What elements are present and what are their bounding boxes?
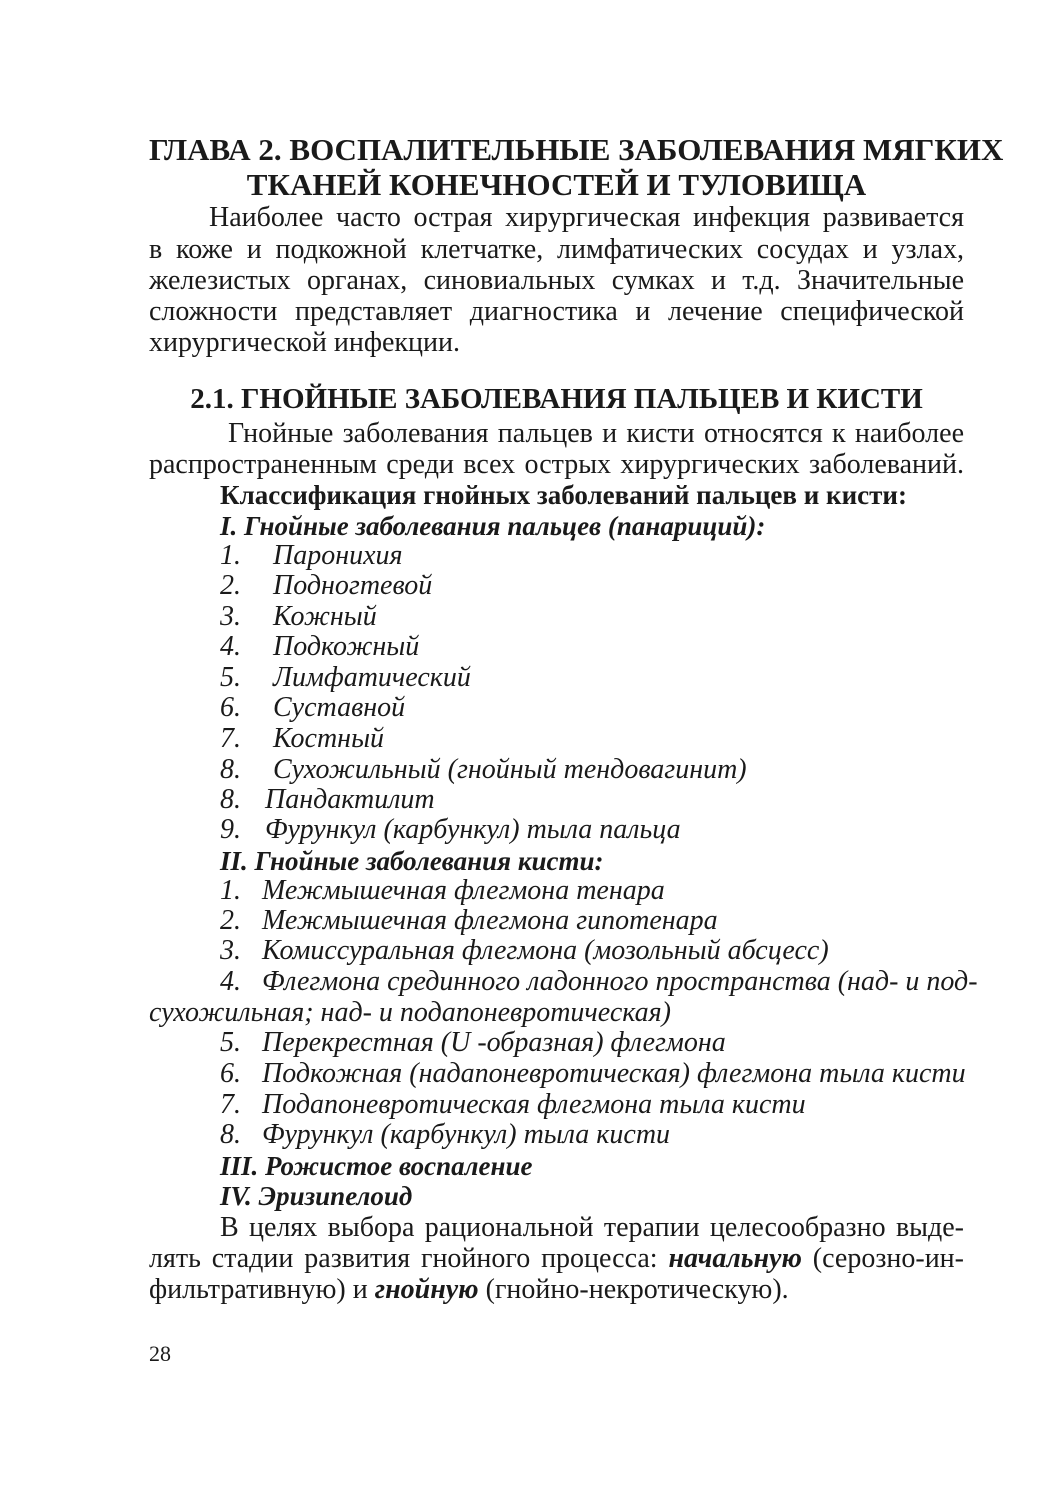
conclusion-text: фильтративную) и bbox=[149, 1274, 375, 1305]
list-item-number: 4. bbox=[220, 966, 241, 997]
list-item-continuation: сухожильная; над- и подапоневротическая) bbox=[149, 997, 672, 1028]
list-item-text: Сухожильный (гнойный тендовагинит) bbox=[273, 754, 747, 785]
list-item-text: Паронихия bbox=[273, 540, 403, 571]
chapter-title-line-1: ГЛАВА 2. ВОСПАЛИТЕЛЬНЫЕ ЗАБОЛЕВАНИЯ МЯГКИХ bbox=[149, 132, 1004, 167]
conclusion-text: лять стадии развития гнойного процесса: bbox=[149, 1243, 669, 1274]
list-item-number: 8. bbox=[220, 1119, 241, 1150]
list-item-text: Фурункул (карбункул) тыла пальца bbox=[265, 814, 681, 845]
list-item bbox=[220, 1119, 670, 1151]
list-item bbox=[220, 935, 829, 967]
list-item bbox=[220, 570, 432, 602]
chapter-intro-line: хирургической инфекции. bbox=[149, 327, 460, 358]
conclusion-line-3 bbox=[149, 1274, 789, 1306]
list-item bbox=[220, 905, 718, 937]
page-number: 28 bbox=[149, 1341, 171, 1366]
list-item-text: Кожный bbox=[273, 601, 377, 632]
group-1-heading: I. Гнойные заболевания пальцев (панариций): bbox=[220, 511, 766, 541]
list-item-text: Лимфатический bbox=[273, 662, 471, 693]
list-item-text: Межмышечная флегмона гипотенара bbox=[262, 905, 718, 936]
list-item bbox=[220, 1027, 726, 1059]
list-item-number: 5. bbox=[220, 662, 241, 693]
list-item bbox=[220, 662, 471, 694]
conclusion-text: (серозно-ин- bbox=[801, 1243, 964, 1274]
list-item bbox=[220, 814, 681, 846]
chapter-intro-line: в коже и подкожной клетчатке, лимфатических сосудах и узлах, bbox=[149, 234, 964, 265]
chapter-title-line-2: ТКАНЕЙ КОНЕЧНОСТЕЙ И ТУЛОВИЩА bbox=[246, 167, 867, 202]
list-item-text: Суставной bbox=[273, 692, 406, 723]
list-item-text: Межмышечная флегмона тенара bbox=[262, 875, 665, 906]
list-item-number: 3. bbox=[220, 601, 241, 632]
list-item bbox=[220, 754, 747, 786]
list-item-number: 2. bbox=[220, 570, 241, 601]
list-item-number: 7. bbox=[220, 723, 241, 754]
group-4-heading: IV. Эризипелоид bbox=[220, 1181, 413, 1211]
list-item-number: 8. bbox=[220, 754, 241, 785]
conclusion-text: (гнойно-некротическую). bbox=[478, 1274, 789, 1305]
list-item-text: Перекрестная (U -образная) флегмона bbox=[262, 1027, 726, 1058]
list-item-text: Фурункул (карбункул) тыла кисти bbox=[262, 1119, 671, 1150]
list-item-number: 7. bbox=[220, 1089, 241, 1120]
list-item bbox=[220, 875, 665, 907]
section-title: 2.1. ГНОЙНЫЕ ЗАБОЛЕВАНИЯ ПАЛЬЦЕВ И КИСТИ bbox=[190, 383, 923, 415]
conclusion-line-2 bbox=[149, 1243, 964, 1275]
list-item-text: Флегмона срединного ладонного пространства (над- и под- bbox=[262, 966, 978, 997]
section-intro-line: распространенным среди всех острых хирургических заболеваний. bbox=[149, 449, 964, 480]
list-item-text: Костный bbox=[273, 723, 385, 754]
list-item bbox=[220, 966, 978, 998]
list-item-number: 3. bbox=[220, 935, 241, 966]
list-item-number: 6. bbox=[220, 1058, 241, 1089]
list-item-text: Подногтевой bbox=[273, 570, 433, 601]
list-item bbox=[220, 540, 403, 572]
list-item-number: 2. bbox=[220, 905, 241, 936]
list-item bbox=[220, 692, 405, 724]
list-item bbox=[220, 784, 435, 816]
chapter-intro-line: сложности представляет диагностика и лечение специфической bbox=[149, 296, 964, 327]
conclusion-line-1: В целях выбора рациональной терапии целесообразно выде- bbox=[220, 1212, 964, 1243]
list-item-number: 1. bbox=[220, 875, 241, 906]
list-item-number: 1. bbox=[220, 540, 241, 571]
group-3-heading: III. Рожистое воспаление bbox=[220, 1151, 533, 1181]
list-item-text: Подапоневротическая флегмона тыла кисти bbox=[262, 1089, 806, 1120]
list-item bbox=[220, 601, 377, 633]
list-item-text: Подкожный bbox=[273, 631, 420, 662]
conclusion-emphasis: начальную bbox=[668, 1243, 802, 1274]
list-item-number: 5. bbox=[220, 1027, 241, 1058]
list-item-number: 6. bbox=[220, 692, 241, 723]
list-item-text: Подкожная (надапоневротическая) флегмона тыла кисти bbox=[262, 1058, 966, 1089]
group-2-heading: II. Гнойные заболевания кисти: bbox=[220, 846, 604, 876]
list-item-text: Пандактилит bbox=[265, 784, 435, 815]
conclusion-emphasis: гнойную bbox=[374, 1274, 479, 1305]
list-item-text: Комиссуральная флегмона (мозольный абсцесс) bbox=[262, 935, 829, 966]
list-item-number: 8. bbox=[220, 784, 241, 815]
chapter-intro-line: железистых органах, синовиальных сумках и т.д. Значительные bbox=[149, 265, 964, 296]
classification-heading: Классификация гнойных заболеваний пальцев и кисти: bbox=[220, 480, 907, 510]
list-item bbox=[220, 1089, 806, 1121]
list-item-number: 9. bbox=[220, 814, 241, 845]
list-item bbox=[220, 723, 384, 755]
section-intro-line: Гнойные заболевания пальцев и кисти относятся к наиболее bbox=[228, 418, 964, 449]
list-item-number: 4. bbox=[220, 631, 241, 662]
list-item bbox=[220, 1058, 966, 1090]
list-item bbox=[220, 631, 419, 663]
chapter-intro-line: Наиболее часто острая хирургическая инфекция развивается bbox=[209, 202, 964, 233]
